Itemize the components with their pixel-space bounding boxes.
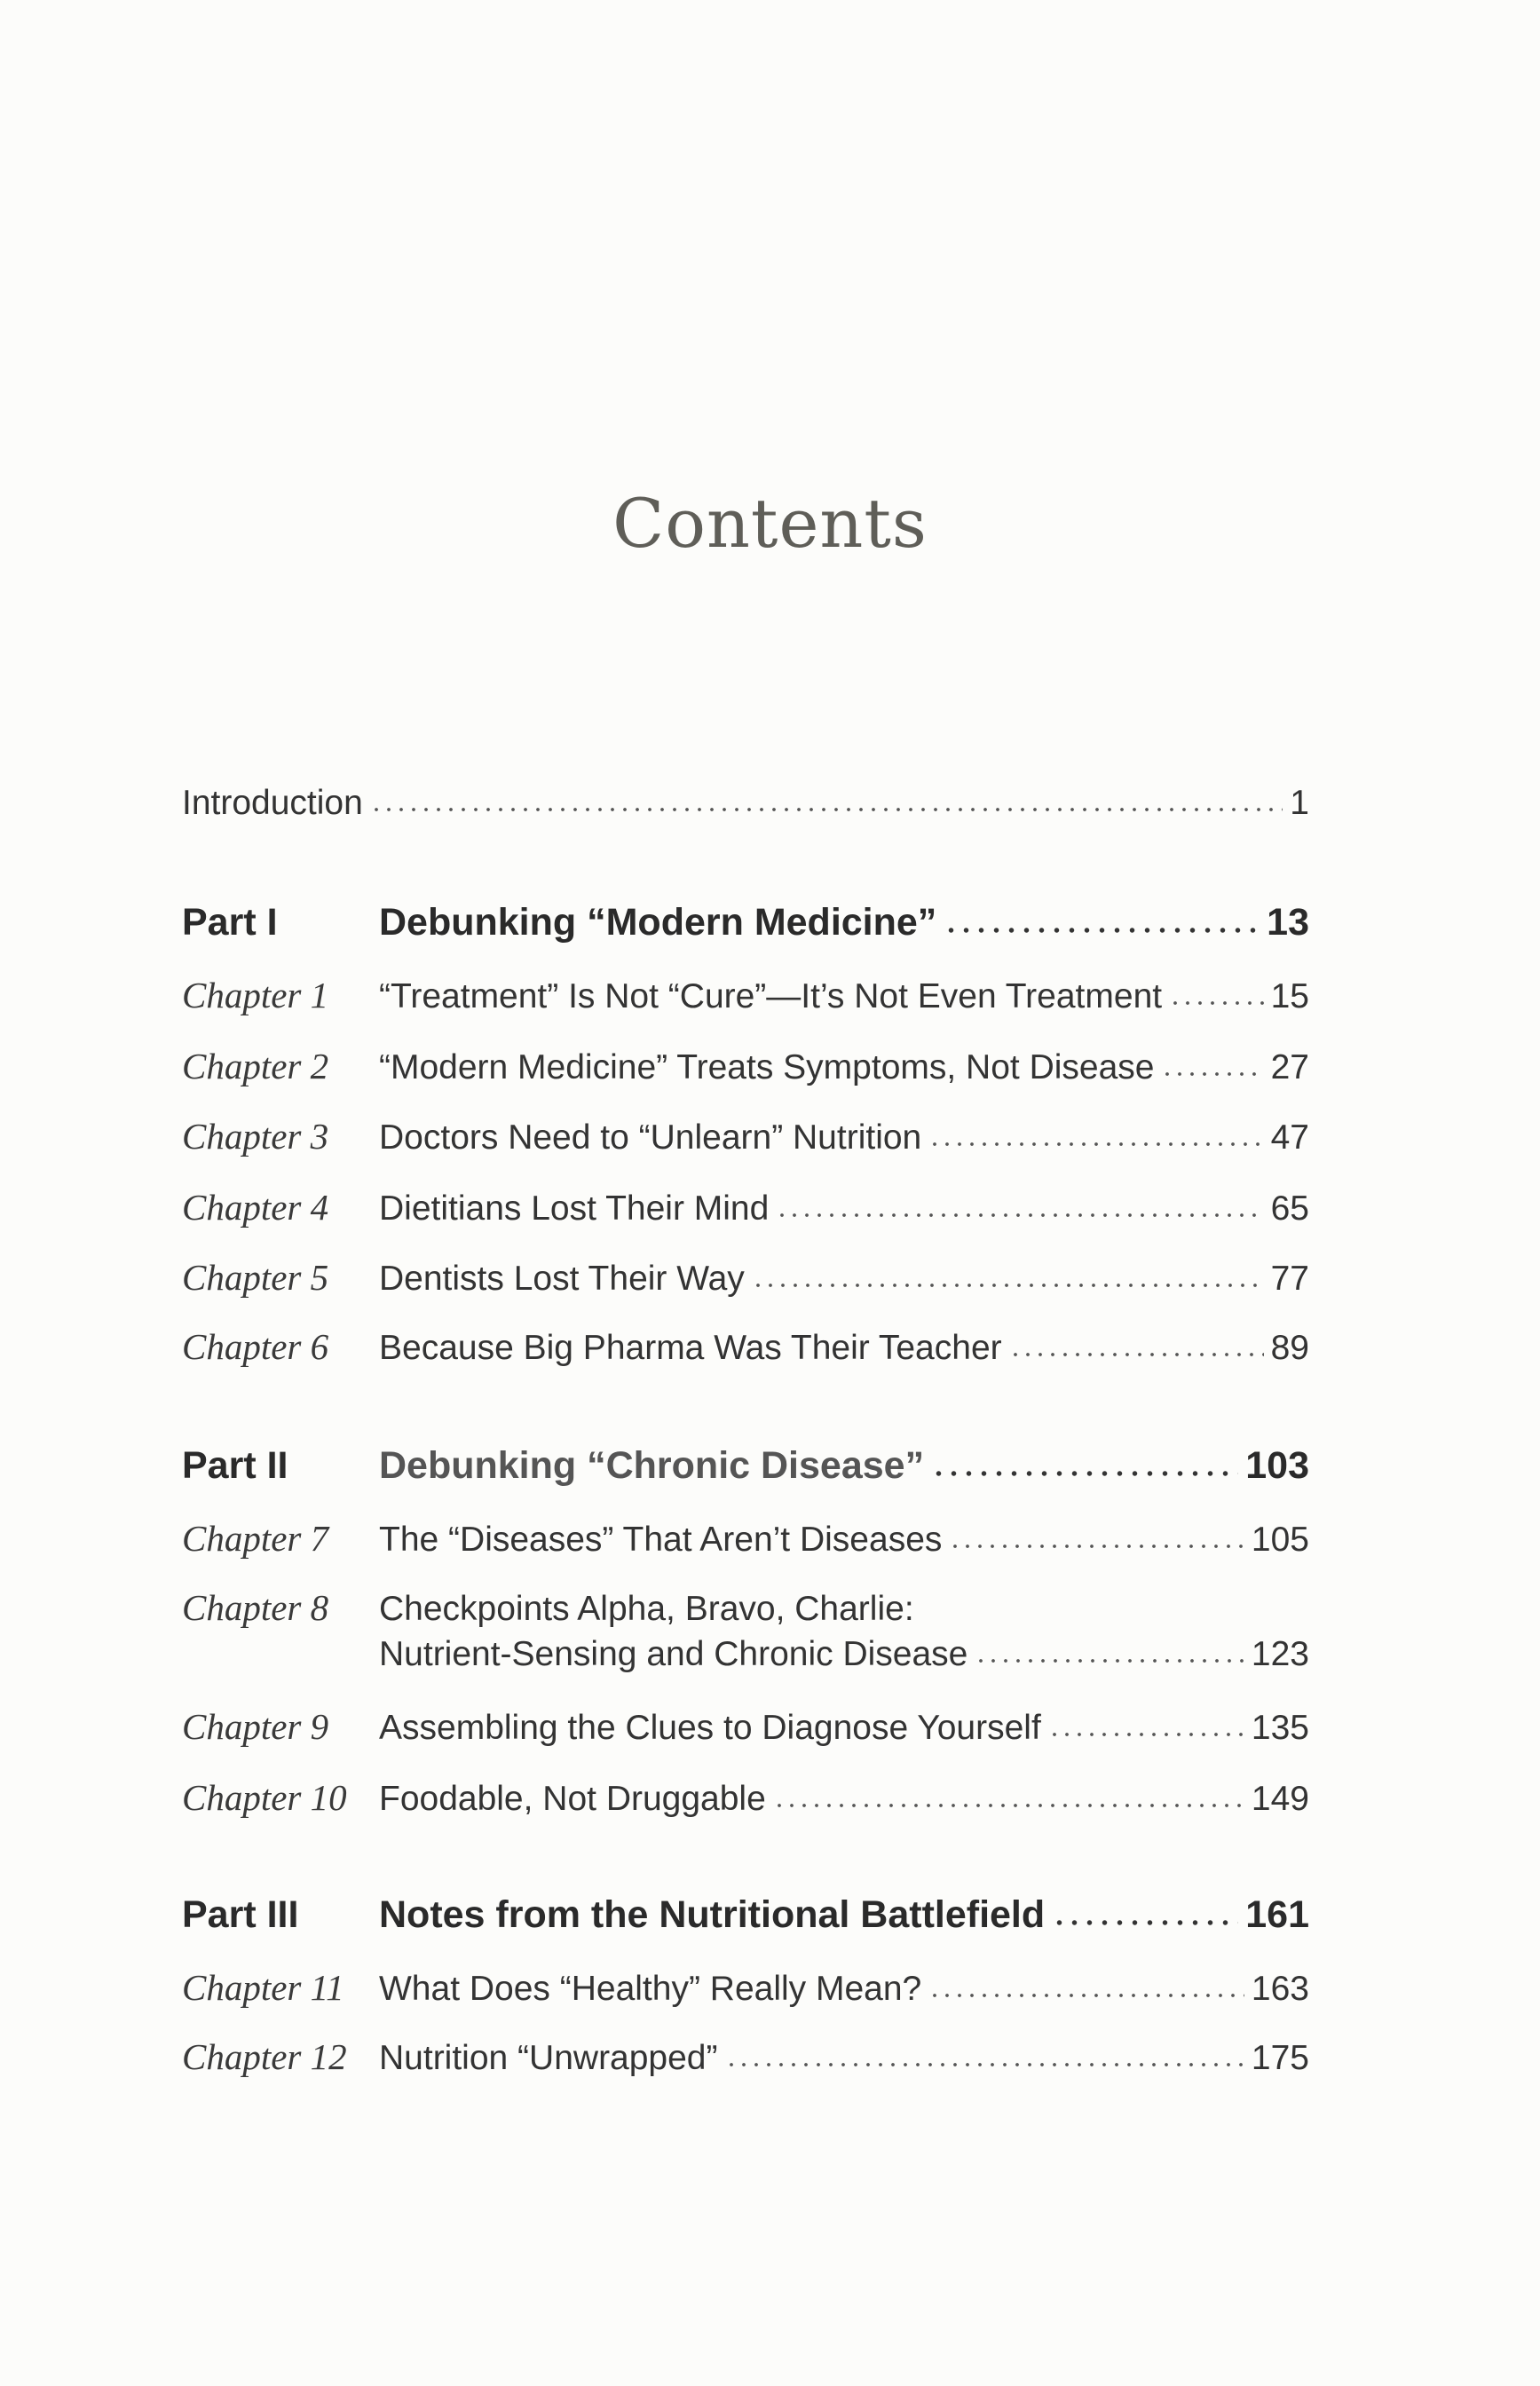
chapter-title: Dentists Lost Their Way — [379, 1260, 745, 1298]
chapter-title: Foodable, Not Druggable — [379, 1780, 766, 1818]
page-number: 15 — [1270, 977, 1309, 1015]
toc-chapter-continued[interactable] — [182, 1635, 1309, 1681]
dot-leader — [944, 926, 1260, 935]
toc-chapter[interactable] — [182, 1776, 1309, 1822]
chapter-label: Chapter 10 — [182, 1777, 347, 1818]
dot-leader — [773, 1801, 1244, 1810]
toc-chapter[interactable] — [182, 1325, 1309, 1371]
page-number: 27 — [1270, 1048, 1309, 1086]
chapter-title: Doctors Need to “Unlearn” Nutrition — [379, 1118, 922, 1157]
dot-leader — [931, 1469, 1238, 1478]
dot-leader — [725, 2060, 1244, 2069]
dot-leader — [1048, 1730, 1244, 1739]
part-title: Debunking “Chronic Disease” — [379, 1444, 925, 1487]
page-number: 65 — [1270, 1189, 1309, 1228]
dot-leader — [776, 1211, 1263, 1220]
page-number: 13 — [1267, 901, 1309, 944]
page-number: 47 — [1270, 1118, 1309, 1157]
toc-chapter[interactable] — [182, 1517, 1309, 1563]
page-number: 123 — [1251, 1635, 1309, 1673]
chapter-title: Because Big Pharma Was Their Teacher — [379, 1329, 1002, 1367]
toc-entry-introduction[interactable] — [182, 784, 1309, 830]
page-title: Contents — [612, 484, 928, 563]
chapter-label: Chapter 9 — [182, 1706, 329, 1747]
dot-leader — [975, 1656, 1244, 1665]
toc-chapter[interactable] — [182, 1186, 1309, 1232]
dot-leader — [1169, 999, 1264, 1007]
chapter-label: Chapter 8 — [182, 1587, 329, 1628]
chapter-label: Chapter 4 — [182, 1187, 329, 1228]
page-number: 163 — [1251, 1970, 1309, 2008]
chapter-title: What Does “Healthy” Really Mean? — [379, 1970, 922, 2008]
dot-leader — [752, 1281, 1264, 1290]
page-number: 89 — [1270, 1329, 1309, 1367]
toc-chapter[interactable] — [182, 974, 1309, 1020]
dot-leader — [928, 1140, 1263, 1149]
toc-chapter[interactable] — [182, 1045, 1309, 1091]
dot-leader — [949, 1542, 1244, 1551]
toc-part-1[interactable] — [182, 901, 1309, 947]
page-number: 77 — [1270, 1260, 1309, 1298]
chapter-title: “Treatment” Is Not “Cure”—It’s Not Even Treatment — [379, 977, 1163, 1015]
chapter-title: The “Diseases” That Aren’t Diseases — [379, 1521, 943, 1559]
page-number: 149 — [1251, 1780, 1309, 1818]
page-number: 1 — [1290, 784, 1309, 822]
toc-chapter[interactable] — [182, 1966, 1309, 2012]
toc-chapter[interactable] — [182, 2035, 1309, 2082]
chapter-label: Chapter 6 — [182, 1326, 329, 1367]
chapter-label: Chapter 7 — [182, 1518, 329, 1559]
chapter-title: Nutrient-Sensing and Chronic Disease — [379, 1635, 968, 1673]
part-title: Notes from the Nutritional Battlefield — [379, 1893, 1046, 1936]
toc-part-3[interactable] — [182, 1893, 1309, 1940]
page-number: 103 — [1245, 1444, 1309, 1487]
chapter-label: Chapter 12 — [182, 2036, 347, 2077]
page-number: 105 — [1251, 1521, 1309, 1559]
chapter-title-line1: Checkpoints Alpha, Bravo, Charlie: — [379, 1590, 914, 1628]
page-number: 161 — [1245, 1893, 1309, 1936]
part-label: Part II — [182, 1444, 288, 1487]
chapter-title: Nutrition “Unwrapped” — [379, 2039, 718, 2077]
page-number: 135 — [1251, 1709, 1309, 1747]
chapter-title: “Modern Medicine” Treats Symptoms, Not Disease — [379, 1048, 1155, 1086]
chapter-title: Dietitians Lost Their Mind — [379, 1189, 770, 1228]
part-label: Part I — [182, 901, 278, 944]
toc-chapter[interactable] — [182, 1115, 1309, 1161]
toc-chapter[interactable] — [182, 1256, 1309, 1302]
dot-leader — [1009, 1350, 1264, 1359]
part-label: Part III — [182, 1893, 299, 1936]
dot-leader — [370, 805, 1283, 814]
entry-title: Introduction — [182, 784, 363, 822]
dot-leader — [928, 1991, 1244, 2000]
part-title: Debunking “Modern Medicine” — [379, 901, 937, 944]
toc-chapter[interactable] — [182, 1586, 1309, 1632]
chapter-label: Chapter 2 — [182, 1046, 329, 1086]
chapter-label: Chapter 3 — [182, 1116, 329, 1157]
dot-leader — [1052, 1918, 1238, 1927]
chapter-label: Chapter 5 — [182, 1257, 329, 1298]
chapter-title: Assembling the Clues to Diagnose Yourself — [379, 1709, 1041, 1747]
toc-part-2[interactable] — [182, 1444, 1309, 1490]
dot-leader — [1161, 1070, 1263, 1078]
chapter-label: Chapter 1 — [182, 975, 329, 1015]
page-number: 175 — [1251, 2039, 1309, 2077]
toc-chapter[interactable] — [182, 1705, 1309, 1751]
chapter-label: Chapter 11 — [182, 1967, 344, 2008]
